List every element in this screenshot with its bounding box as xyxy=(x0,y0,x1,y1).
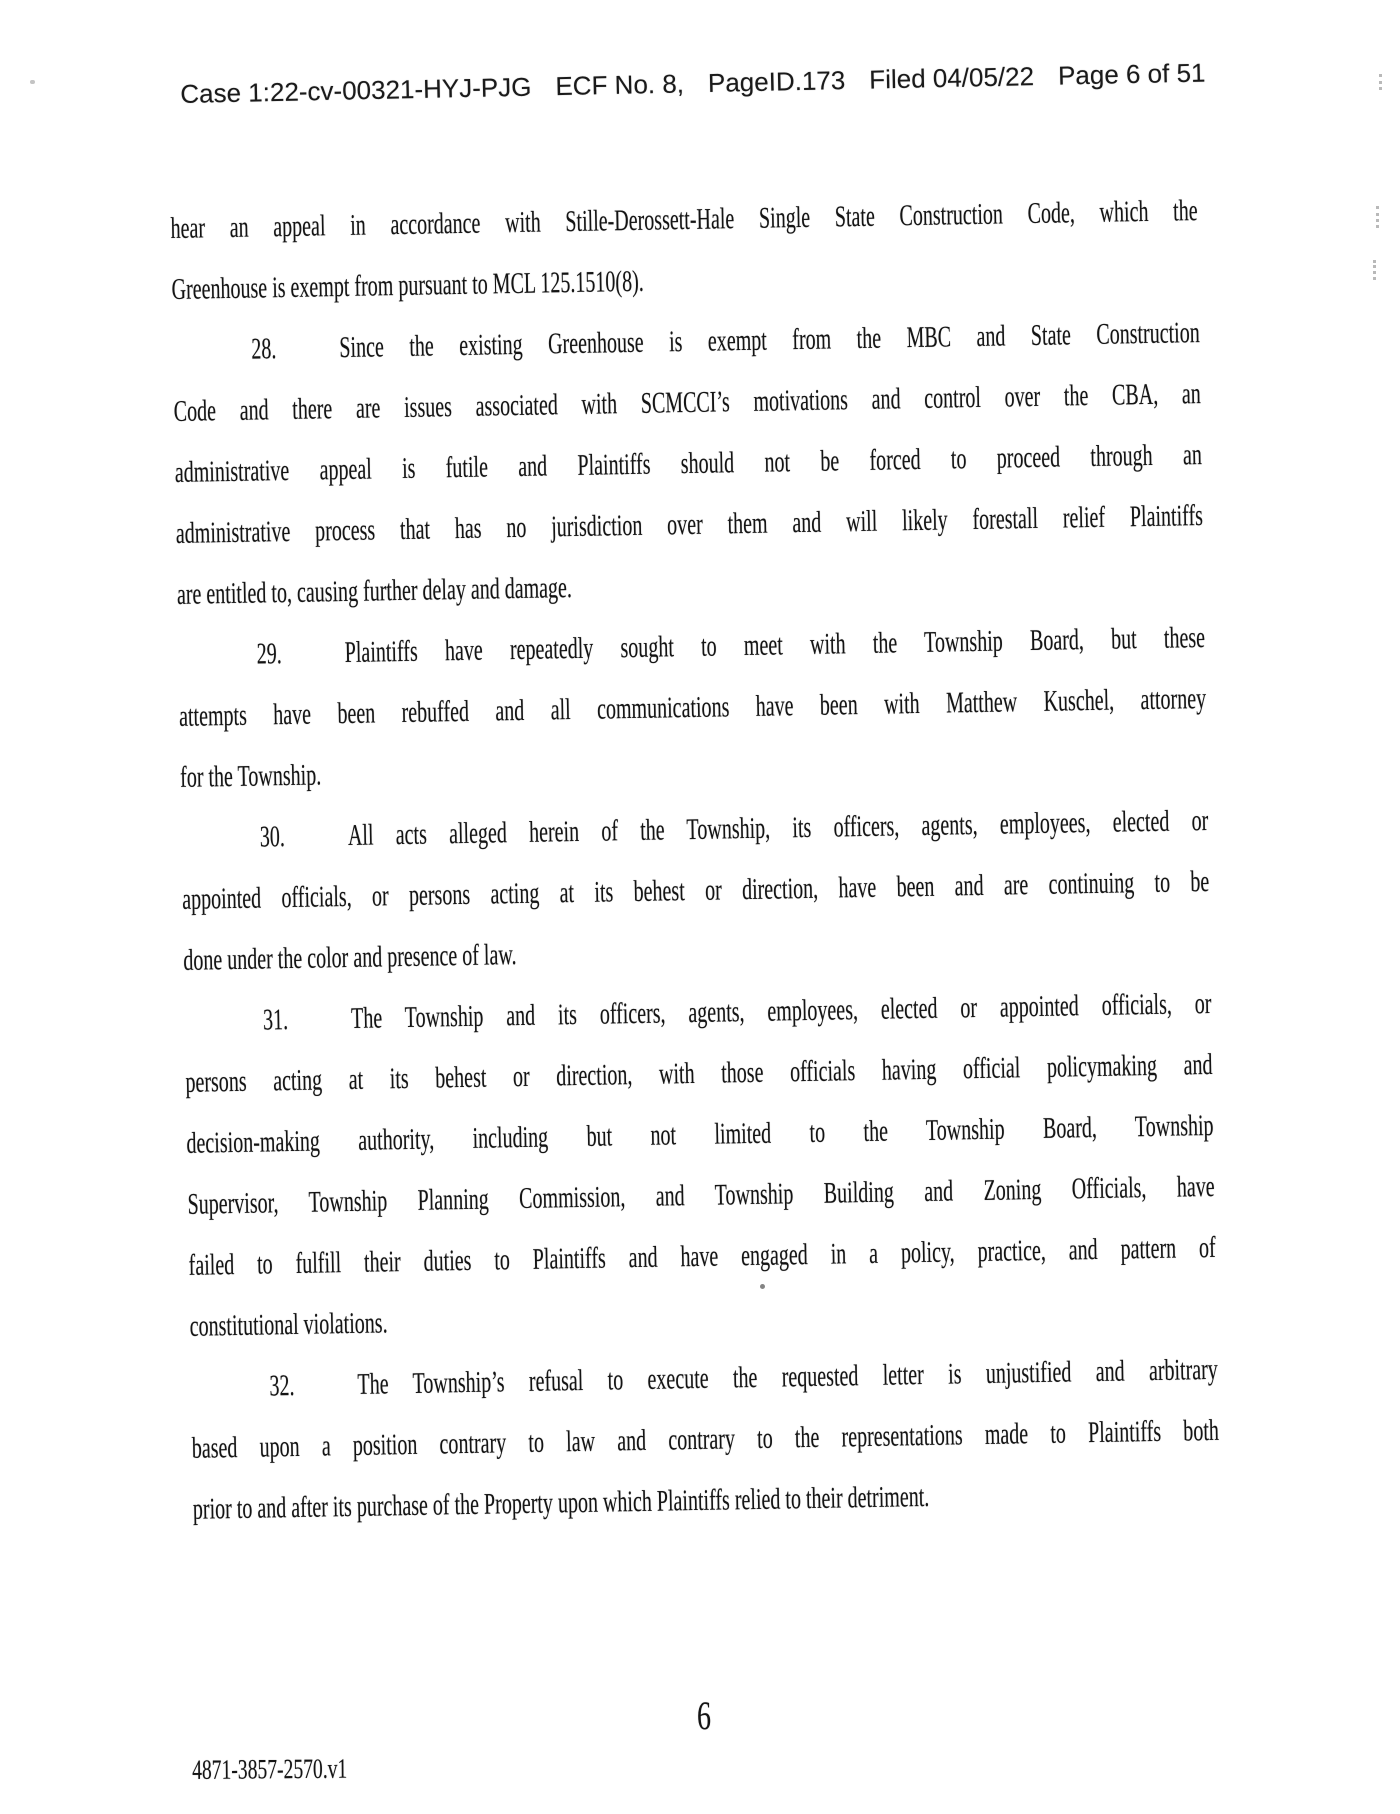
paragraph-number: 29. xyxy=(256,637,282,671)
paragraph-line-text: The Township’s refusal to execute the requested letter is unjustified and arbitrary xyxy=(357,1352,1219,1401)
paragraph-line: administrative process that has no jurisdiction over them and will likely forestall relief Plaintiffs xyxy=(175,499,1204,550)
stamp-ecf-number: ECF No. 8, xyxy=(555,68,685,102)
paragraph-line-text: Since the existing Greenhouse is exempt from the MBC and State Construction xyxy=(339,316,1200,365)
scan-artifact xyxy=(1379,74,1382,90)
paragraph-line: Supervisor, Township Planning Commission, and Township Building and Zoning Officials, have xyxy=(187,1169,1215,1221)
court-stamp-header xyxy=(180,57,1206,110)
paragraph-line: prior to and after its purchase of the Property upon which Plaintiffs relied to their detriment. xyxy=(192,1479,930,1526)
paragraph-line: Greenhouse is exempt from pursuant to MCL 125.1510(8). xyxy=(171,264,645,306)
stamp-page-id: PageID.173 xyxy=(707,65,846,98)
paragraph-line: failed to fulfill their duties to Plaintiffs and have engaged in a policy, practice, and pattern of xyxy=(188,1230,1216,1282)
scan-artifact xyxy=(30,80,35,84)
scan-artifact xyxy=(760,1284,765,1289)
paragraph-line: are entitled to, causing further delay and damage. xyxy=(176,571,573,611)
stamp-case-number: Case 1:22-cv-00321-HYJ-PJG xyxy=(180,71,532,109)
paragraph-line: done under the color and presence of law. xyxy=(183,938,517,977)
paragraph-line: hear an appeal in accordance with Stille-Derossett-Hale Single State Construction Code, which the xyxy=(170,194,1198,245)
stamp-page-count: Page 6 of 51 xyxy=(1057,57,1206,91)
page-number: 6 xyxy=(697,1693,711,1738)
document-body xyxy=(170,180,1220,1540)
stamp-filed-date: Filed 04/05/22 xyxy=(868,61,1035,95)
paragraph-line-text: The Township and its officers, agents, employees, elected or appointed officials, or xyxy=(350,986,1212,1035)
paragraph-line: constitutional violations. xyxy=(189,1306,388,1343)
scan-artifact xyxy=(1373,260,1376,280)
paragraph-line: administrative appeal is futile and Plaintiffs should not be forced to proceed through an xyxy=(174,438,1203,489)
paragraph-line: for the Township. xyxy=(179,758,322,794)
paragraph-line: based upon a position contrary to law and contrary to the representations made to Plaintiffs both xyxy=(191,1413,1220,1465)
paragraph-line-text: Plaintiffs have repeatedly sought to meet with the Township Board, but these xyxy=(344,621,1206,670)
paragraph-number: 30. xyxy=(259,820,286,854)
paragraph-number: 28. xyxy=(251,332,277,366)
paragraph-line: attempts have been rebuffed and all communications have been with Matthew Kuschel, attorney xyxy=(178,681,1207,733)
paragraph-number: 32. xyxy=(269,1369,295,1403)
paragraph-line: decision-making authority, including but not limited to the Township Board, Township xyxy=(186,1108,1214,1160)
paragraph-line-text: All acts alleged herein of the Township, its officers, agents, employees, elected or xyxy=(347,803,1209,852)
paragraph-line: persons acting at its behest or direction, with those officials having official policymaking and xyxy=(185,1047,1213,1099)
paragraph-line: appointed officials, or persons acting at its behest or direction, have been and are continuing to be xyxy=(181,864,1210,916)
paragraph-line: Code and there are issues associated with SCMCCI’s motivations and control over the CBA, an xyxy=(173,377,1202,428)
document-version-number: 4871-3857-2570.v1 xyxy=(191,1753,348,1786)
paragraph-number: 31. xyxy=(262,1003,289,1037)
scan-artifact xyxy=(1376,206,1379,228)
